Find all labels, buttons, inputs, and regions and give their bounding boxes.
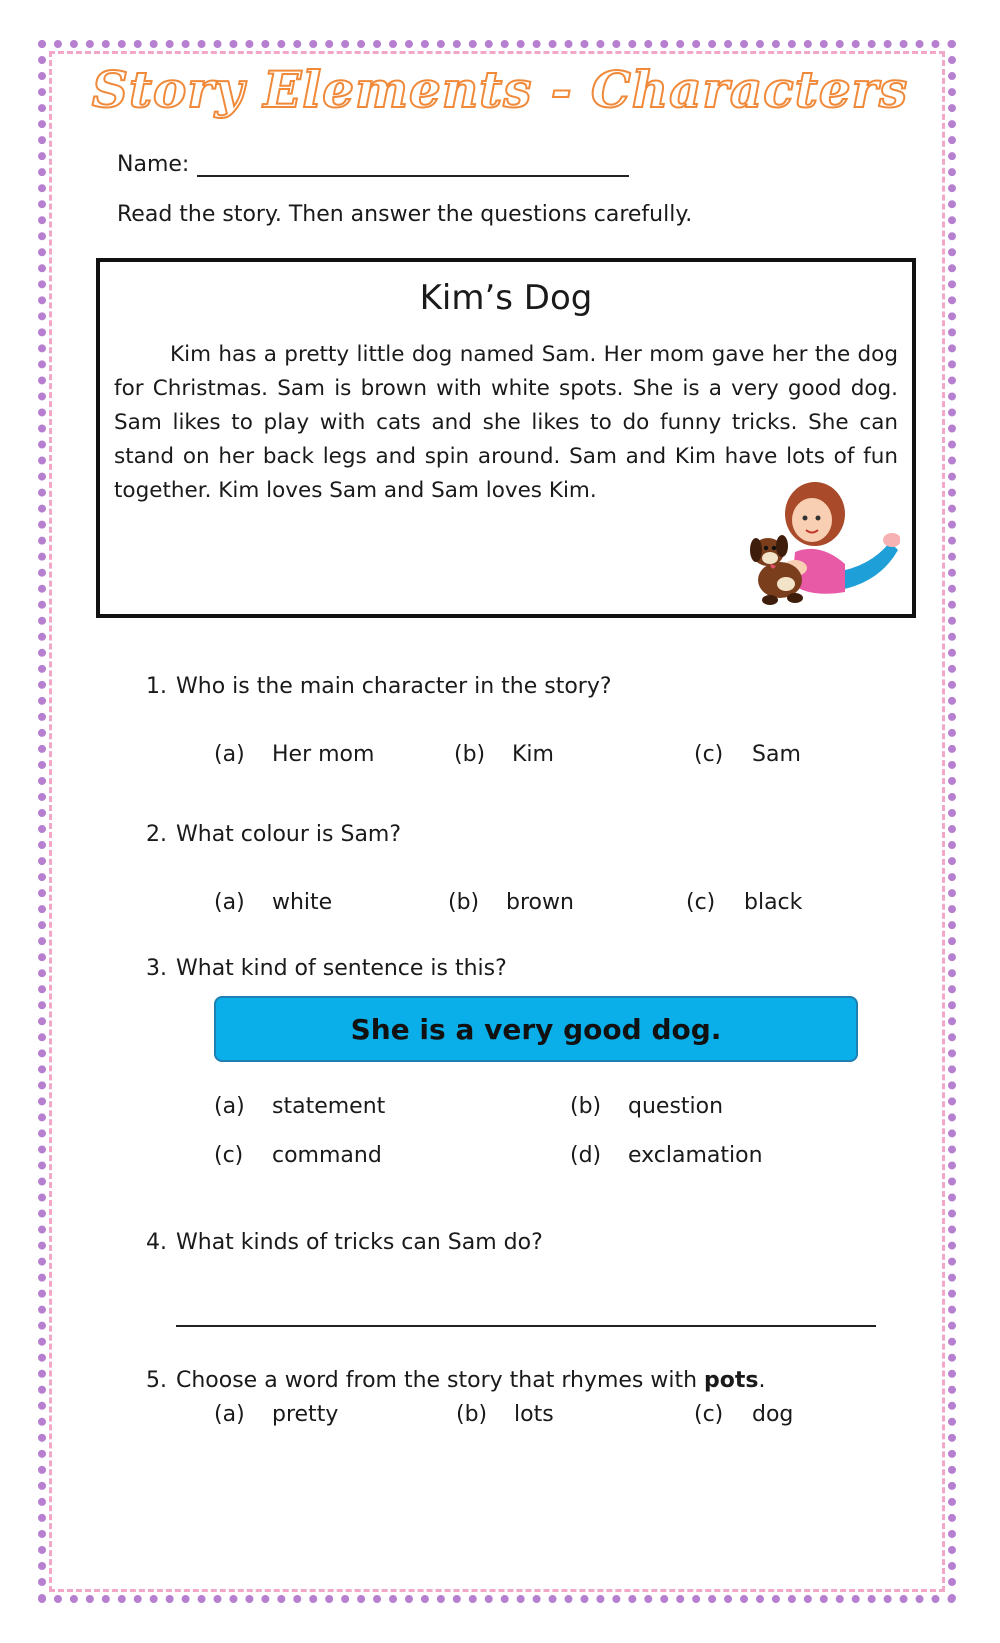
question-number: 4.	[146, 1230, 167, 1255]
question-text: What kind of sentence is this?	[176, 956, 507, 981]
question-4	[146, 1230, 543, 1255]
example-sentence: She is a very good dog.	[350, 1012, 722, 1046]
rhyme-keyword: pots	[704, 1368, 759, 1393]
q5-option-a[interactable]: (a) pretty	[214, 1402, 339, 1427]
question-5: 5. Choose a word from the story that rhymes with pots.	[146, 1368, 766, 1393]
question-number: 2.	[146, 822, 167, 847]
question-text: What colour is Sam?	[176, 822, 402, 847]
q3-option-d[interactable]: (d) exclamation	[570, 1143, 763, 1168]
q3-option-a[interactable]: (a) statement	[214, 1094, 386, 1119]
q1-option-b[interactable]: (b) Kim	[454, 742, 554, 767]
name-input-line[interactable]	[197, 153, 629, 177]
story-paragraph: Kim has a pretty little dog named Sam. Her mom gave her the dog for Christmas. Sam is brown with white spots. She is a very good dog. Sam likes to play with cats and she likes to do funny tricks. She can stand on her back legs and spin around. Sam and Kim have lots of fun together. Kim loves Sam and Sam loves Kim.	[114, 342, 898, 503]
q1-option-c[interactable]: (c) Sam	[694, 742, 801, 767]
question-number: 1.	[146, 674, 167, 699]
question-text: Who is the main character in the story?	[176, 674, 612, 699]
q1-option-a[interactable]: (a) Her mom	[214, 742, 375, 767]
name-label: Name:	[117, 152, 190, 177]
q3-option-b[interactable]: (b) question	[570, 1094, 724, 1119]
q2-option-c[interactable]: (c) black	[686, 890, 803, 915]
q4-answer-line[interactable]	[176, 1325, 876, 1327]
example-sentence-box	[214, 996, 858, 1062]
name-row	[117, 152, 629, 177]
question-1	[146, 674, 612, 699]
q5-option-b[interactable]: (b) lots	[456, 1402, 554, 1427]
question-3	[146, 956, 507, 981]
page-title: Story Elements - Characters	[91, 60, 909, 119]
story-title: Kim’s Dog	[419, 278, 593, 318]
q3-option-c[interactable]: (c) command	[214, 1143, 382, 1168]
question-number: 3.	[146, 956, 167, 981]
q2-option-a[interactable]: (a) white	[214, 890, 333, 915]
question-number: 5.	[146, 1368, 167, 1393]
question-text: Choose a word from the story that rhymes with	[176, 1368, 705, 1393]
q5-option-c[interactable]: (c) dog	[694, 1402, 794, 1427]
question-text: What kinds of tricks can Sam do?	[176, 1230, 543, 1255]
girl-and-dog-illustration	[740, 472, 900, 612]
story-box	[96, 258, 916, 618]
instruction-text: Read the story. Then answer the questions carefully.	[117, 202, 693, 227]
q2-option-b[interactable]: (b) brown	[448, 890, 574, 915]
question-2	[146, 822, 401, 847]
